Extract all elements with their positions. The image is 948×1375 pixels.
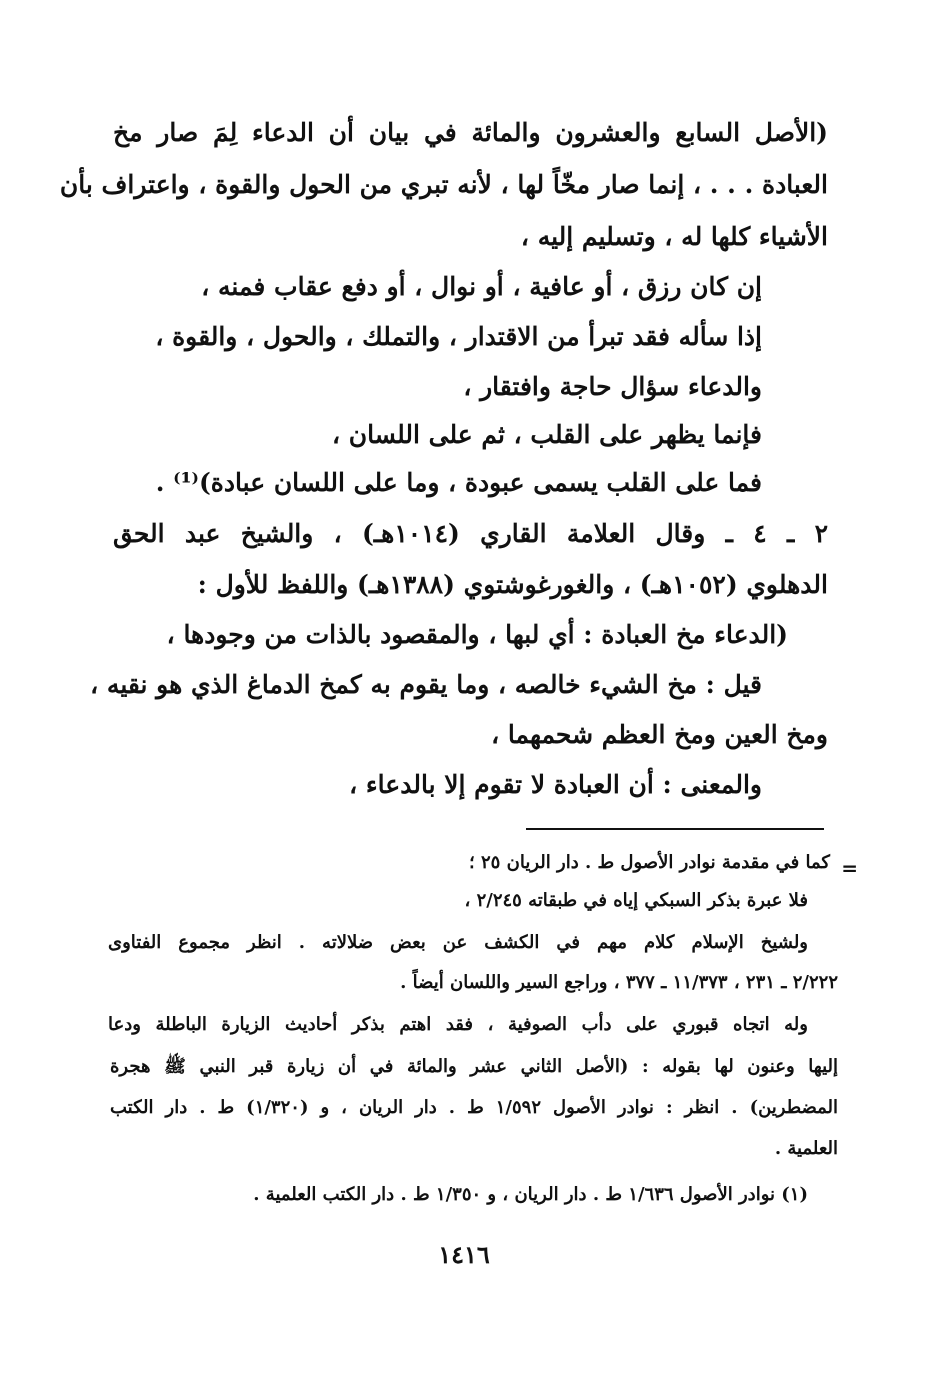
- body-line-1: (الأصل السابع والعشرون والمائة في بيان أن الدعاء لِمَ صار مخ: [113, 118, 828, 147]
- footnote-line-4: ٢/٢٢٢ ـ ٢٣١ ، ١١/٣٧٣ ـ ٣٧٧ ، وراجع السير واللسان أيضاً .: [400, 972, 838, 993]
- footnote-line-3: ولشيخ الإسلام كلام مهم في الكشف عن بعض ضلالاته . انظر مجموع الفتاوى: [108, 932, 808, 953]
- body-line-5: إذا سأله فقد تبرأ من الاقتدار ، والتملك ، والحول ، والقوة ،: [155, 322, 762, 351]
- footnote-line-8: العلمية .: [774, 1138, 838, 1159]
- body-line-7: فإنما يظهر على القلب ، ثم على اللسان ،: [332, 420, 762, 449]
- body-line-3: الأشياء كلها له ، وتسليم إليه ،: [520, 222, 828, 251]
- body-line-6: والدعاء سؤال حاجة وافتقار ،: [463, 372, 762, 401]
- footnote-line-6: إليها وعنون لها بقوله : (الأصل الثاني عشر والمائة في أن زيارة قبر النبي ﷺ هجرة: [110, 1056, 838, 1077]
- body-line-8: فما على القلب يسمى عبودة ، وما على اللسان عبادة)⁽¹⁾ .: [155, 468, 762, 497]
- footnote-line-2: فلا عبرة بذكر السبكي إياه في طبقاته ٢/٢٤٥ ،: [464, 890, 808, 911]
- footnote-continuation-mark: =: [841, 856, 858, 880]
- page-number: ١٤١٦: [438, 1240, 490, 1269]
- body-line-4: إن كان رزق ، أو عافية ، أو نوال ، أو دفع عقاب فمنه ،: [201, 272, 762, 301]
- footnote-line-9: (١) نوادر الأصول ١/٦٣٦ ط . دار الريان ، و ١/٣٥٠ ط . دار الكتب العلمية .: [253, 1184, 808, 1205]
- body-line-14: والمعنى : أن العبادة لا تقوم إلا بالدعاء ،: [349, 770, 762, 799]
- footnote-separator: [526, 828, 824, 830]
- footnote-line-5: وله اتجاه قبوري على دأب الصوفية ، فقد اهتم بذكر أحاديث الزيارة الباطلة ودعا: [108, 1014, 808, 1035]
- body-line-13: ومخ العين ومخ العظم شحمهما ،: [491, 720, 828, 749]
- body-line-11: (الدعاء مخ العبادة : أي لبها ، والمقصود بالذات من وجودها ،: [166, 620, 788, 649]
- footnote-line-7: المضطرين) . انظر : نوادر الأصول ١/٥٩٢ ط . دار الريان ، و (١/٣٢٠) ط . دار الكتب: [110, 1097, 838, 1118]
- body-line-9: ٢ ـ ٤ ـ وقال العلامة القاري (١٠١٤هـ) ، والشيخ عبد الحق: [113, 519, 829, 548]
- footnote-line-1: كما في مقدمة نوادر الأصول ط . دار الريان ٢٥ ؛: [469, 852, 830, 873]
- body-line-12: قيل : مخ الشيء خالصه ، وما يقوم به كمخ الدماغ الذي هو نقيه ،: [90, 670, 762, 699]
- body-line-10: الدهلوي (١٠٥٢هـ) ، والغورغوشتوي (١٣٨٨هـ) واللفظ للأول :: [197, 570, 828, 599]
- body-line-2: العبادة . . . ، إنما صار مخّاً لها ، لأنه تبري من الحول والقوة ، واعتراف بأن: [59, 170, 828, 199]
